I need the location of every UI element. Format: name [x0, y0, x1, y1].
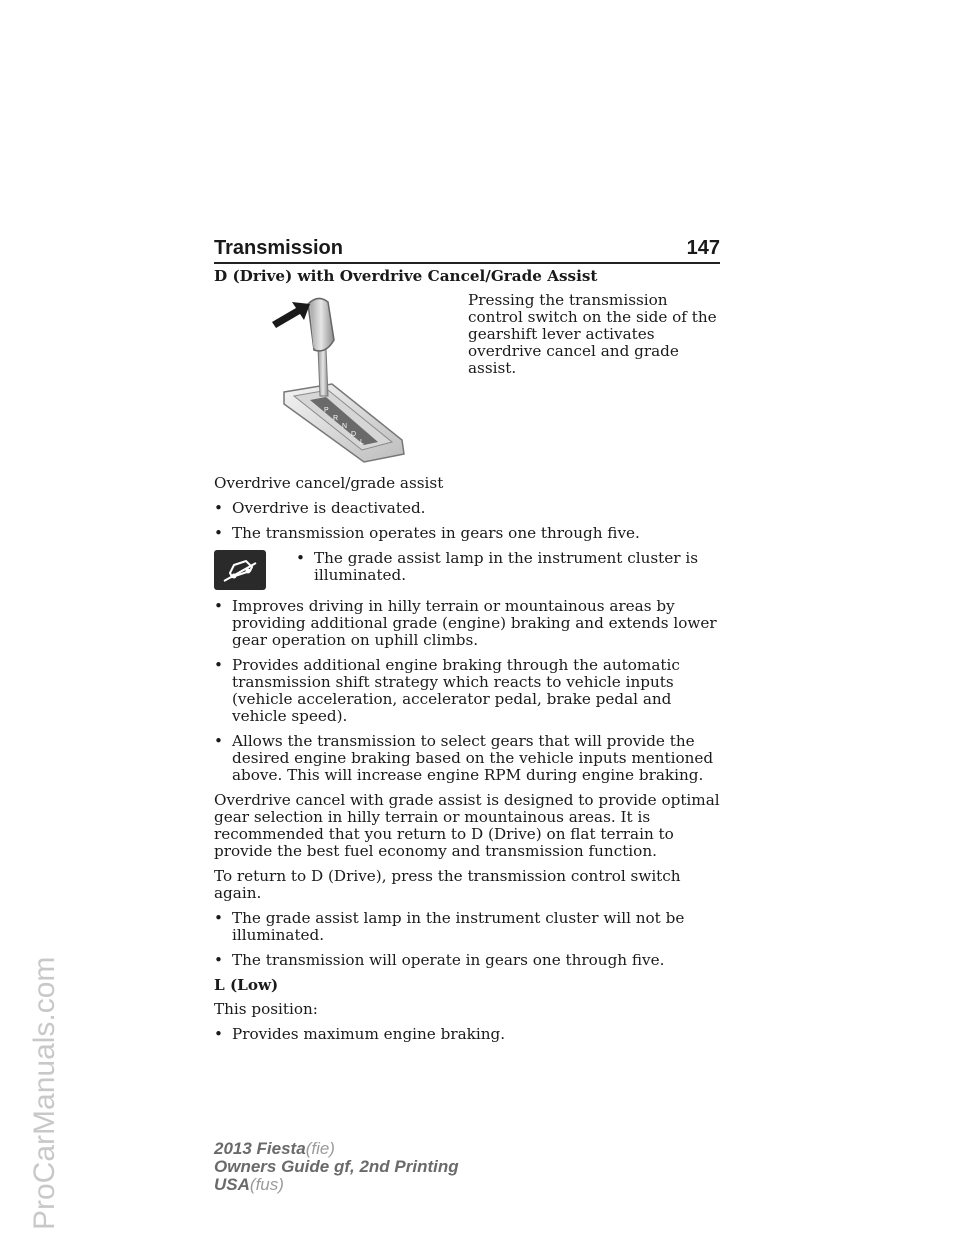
footer-guide: Owners Guide gf, 2nd Printing [214, 1157, 459, 1176]
list-item: • Provides maximum engine braking. [214, 1025, 506, 1043]
low-heading: L (Low) [214, 976, 279, 994]
watermark-text: ProCarManuals.com [28, 956, 61, 1230]
list-item: • Overdrive is deactivated. [214, 499, 426, 517]
drive-heading: D (Drive) with Overdrive Cancel/Grade Assist [214, 267, 598, 285]
list-item: • The transmission will operate in gears one through five. [214, 951, 665, 969]
page-header [214, 230, 720, 260]
list-item: • Improves driving in hilly terrain or mountainous areas by providing additional grade (engine) braking and extends lower gear operation on uphill climbs. [214, 597, 717, 649]
gear-letter-l: L [360, 439, 364, 446]
list-item: • The transmission operates in gears one through five. [214, 524, 640, 542]
page-footer [214, 1140, 614, 1194]
paragraph: Overdrive cancel with grade assist is designed to provide optimal gear selection in hilly terrain or mountainous areas. It is recommended that you return to D (Drive) on flat terrain to provide the best fuel economy and transmission function. [214, 791, 720, 860]
low-intro: This position: [214, 1000, 318, 1018]
gearshift-figure-block [214, 292, 720, 472]
gear-letter-r: R [333, 415, 339, 422]
gearshift-illustration [214, 292, 468, 472]
list-item: • Allows the transmission to select gears that will provide the desired engine braking based on the vehicle inputs mentioned above. This will increase engine RPM during engine braking. [214, 732, 714, 784]
list-item: • The grade assist lamp in the instrument cluster is illuminated. [296, 549, 699, 584]
gear-letter-d: D [351, 431, 357, 438]
overdrive-subheading: Overdrive cancel/grade assist [214, 474, 444, 492]
list-item: • Provides additional engine braking through the automatic transmission shift strategy which reacts to vehicle inputs (vehicle acceleration, accelerator pedal, brake pedal and vehicle speed). [214, 656, 680, 725]
list-item: • The grade assist lamp in the instrument cluster will not be illuminated. [214, 909, 685, 944]
gear-letter-n: N [342, 423, 348, 430]
footer-market-code: (fus) [249, 1175, 284, 1194]
footer-market: USA [214, 1175, 250, 1194]
grade-assist-lamp-row [214, 550, 720, 590]
drive-intro: Pressing the transmission control switch on the side of the gearshift lever activates overdrive cancel and grade assist. [468, 291, 717, 377]
watermark [20, 510, 64, 1230]
gear-letter-p: P [324, 407, 329, 414]
grade-assist-lamp-icon [214, 550, 266, 590]
watermark-graphic [20, 510, 64, 1230]
page-content [214, 268, 720, 1051]
header-rule [214, 262, 720, 264]
paragraph: To return to D (Drive), press the transmission control switch again. [214, 867, 681, 902]
page-number: 147 [686, 237, 720, 259]
section-title: Transmission [214, 237, 343, 259]
footer-model-code: (fie) [305, 1139, 335, 1158]
footer-model: 2013 Fiesta [214, 1139, 306, 1158]
